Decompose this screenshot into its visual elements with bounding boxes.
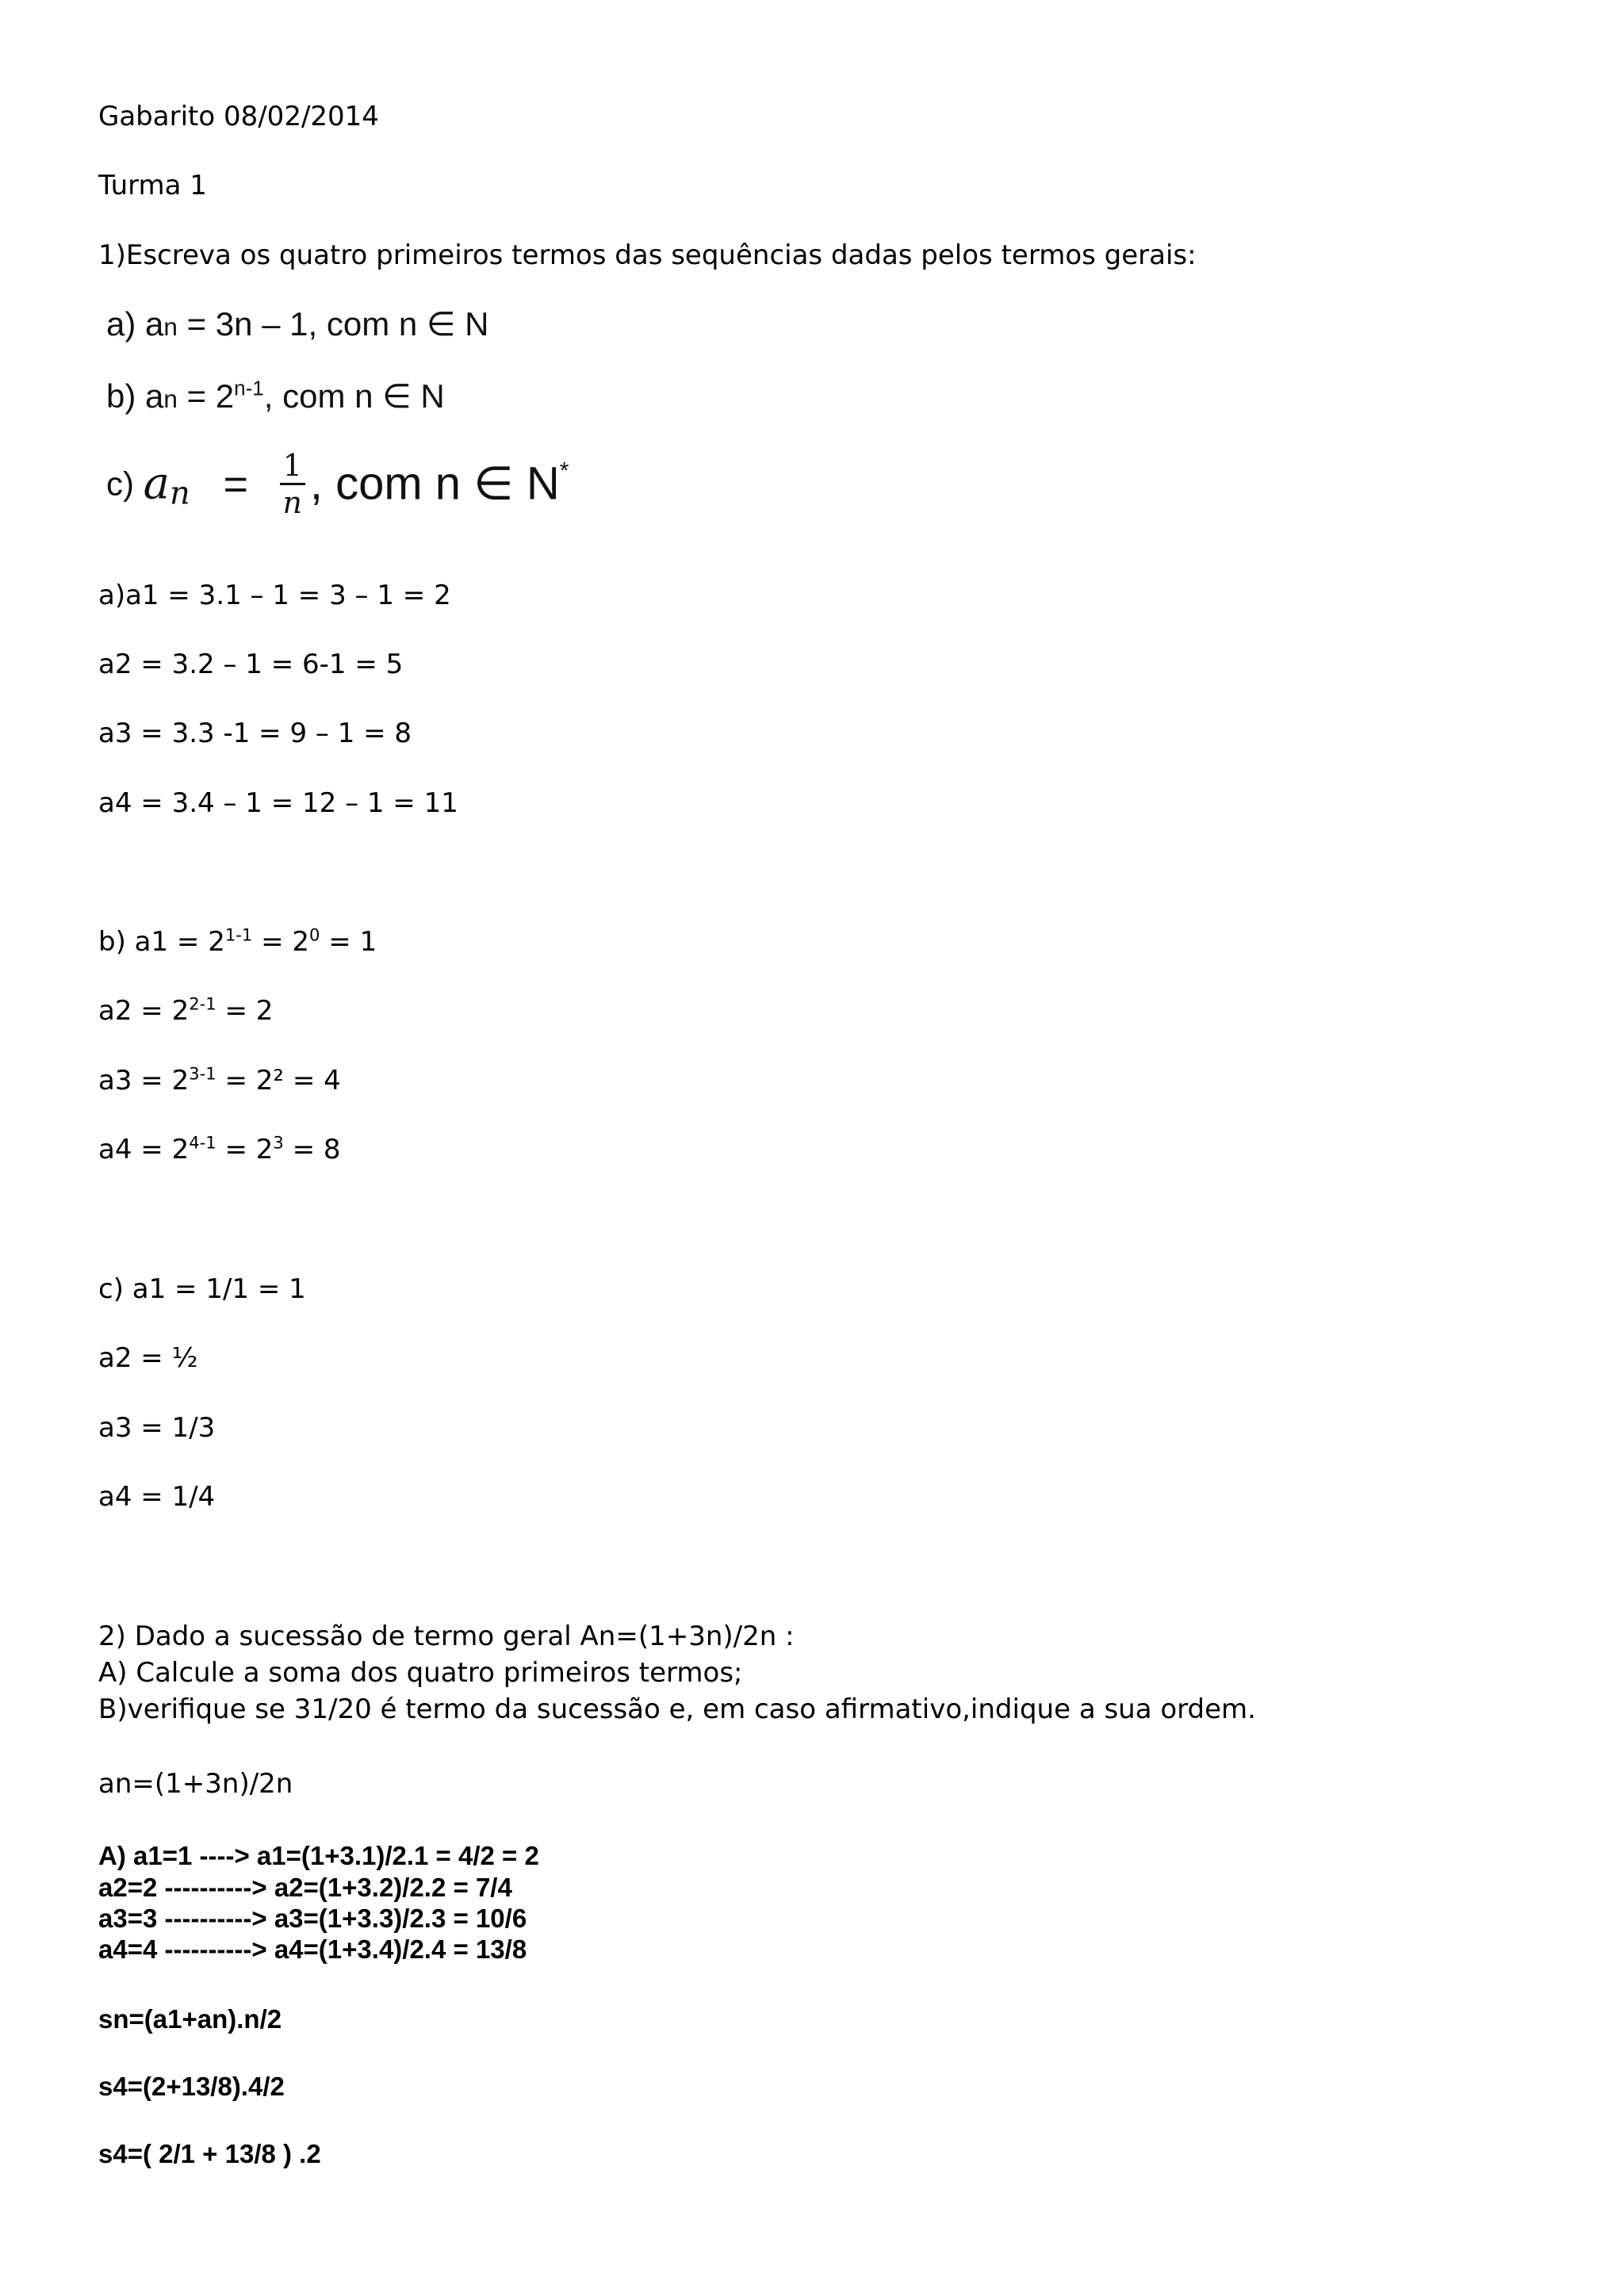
answer-b-text: = 2 <box>216 995 274 1027</box>
question-2-prompt-line: A) Calcule a soma dos quatro primeiros termos; <box>98 1657 743 1689</box>
answer-c-line: c) a1 = 1/1 = 1 <box>98 1273 306 1305</box>
answer-b-exponent: 3 <box>273 1132 284 1153</box>
formula-c-variable: a <box>143 457 170 510</box>
answer-b-text: = 2 <box>252 926 310 958</box>
question-2-prompt-line: 2) Dado a sucessão de termo geral An=(1+3n)/2n : <box>98 1621 795 1652</box>
formula-b-base: = 2 <box>177 377 235 415</box>
formula-c-numerator: 1 <box>280 448 305 485</box>
answer-b-line <box>98 926 377 958</box>
answer-b-line <box>98 1134 341 1165</box>
answer-b-exponent: 3-1 <box>189 1063 216 1084</box>
formula-c-prefix: c) <box>106 465 144 503</box>
answer-b-text: a2 = 2 <box>98 995 190 1027</box>
answer-a-line: a2 = 3.2 – 1 = 6-1 = 5 <box>98 649 404 680</box>
formula-c <box>106 448 569 520</box>
formula-c-star: * <box>559 457 569 484</box>
answer-c-line: a2 = ½ <box>98 1342 198 1374</box>
general-term: an=(1+3n)/2n <box>98 1768 293 1800</box>
formula-c-suffix: , com n ∈ N <box>309 457 560 510</box>
answer-2a-line: A) a1=1 ----> a1=(1+3.1)/2.1 = 4/2 = 2 <box>98 1841 539 1870</box>
answer-a-line: a3 = 3.3 -1 = 9 – 1 = 8 <box>98 718 412 749</box>
answer-b-exponent: 0 <box>309 924 320 945</box>
answer-b-text: a4 = 2 <box>98 1134 190 1165</box>
answer-c-line: a4 = 1/4 <box>98 1481 216 1513</box>
formula-b-suffix: , com n ∈ N <box>263 377 445 415</box>
formula-b-subscript: n <box>163 385 178 413</box>
document-title: Gabarito 08/02/2014 <box>98 101 379 132</box>
question-1-prompt: 1)Escreva os quatro primeiros termos das sequências dadas pelos termos gerais: <box>98 239 1197 271</box>
answer-b-line <box>98 995 273 1027</box>
answer-b-text: b) a1 = 2 <box>98 926 225 958</box>
answer-b-exponent: 1-1 <box>224 924 253 945</box>
formula-c-denominator: n <box>282 485 303 520</box>
answer-b-text: = 2 <box>216 1134 274 1165</box>
formula-b <box>106 377 445 419</box>
formula-a-suffix: = 3n – 1, com n ∈ N <box>177 305 489 342</box>
formula-a-subscript: n <box>163 312 178 341</box>
answer-2a-line: a4=4 ----------> a4=(1+3.4)/2.4 = 13/8 <box>98 1934 527 1964</box>
formula-b-exponent: n-1 <box>234 376 264 400</box>
answer-a-line: a)a1 = 3.1 – 1 = 3 – 1 = 2 <box>98 580 451 611</box>
class-label: Turma 1 <box>98 170 207 201</box>
sum-formula-line: s4=( 2/1 + 13/8 ) .2 <box>98 2139 321 2168</box>
answer-2a-line: a3=3 ----------> a3=(1+3.3)/2.3 = 10/6 <box>98 1904 527 1933</box>
answer-c-line: a3 = 1/3 <box>98 1412 216 1444</box>
answer-b-exponent: 2-1 <box>189 993 216 1014</box>
answer-b-exponent: 4-1 <box>189 1132 216 1153</box>
formula-c-subscript: n <box>170 475 190 512</box>
answer-b-text: = 1 <box>320 926 377 958</box>
question-2-prompt-line: B)verifique se 31/20 é termo da sucessão e, em caso afirmativo,indique a sua ordem. <box>98 1693 1256 1725</box>
answer-2a-line: a2=2 ----------> a2=(1+3.2)/2.2 = 7/4 <box>98 1873 512 1902</box>
sum-formula-line: sn=(a1+an).n/2 <box>98 2004 282 2034</box>
answer-b-text: = 8 <box>283 1134 341 1165</box>
formula-c-equals: = <box>223 460 249 508</box>
answer-b-text: a3 = 2 <box>98 1065 190 1096</box>
formula-c-fraction <box>280 448 305 520</box>
answer-b-line <box>98 1065 341 1096</box>
formula-b-prefix: b) a <box>106 377 164 415</box>
answer-a-line: a4 = 3.4 – 1 = 12 – 1 = 11 <box>98 787 458 819</box>
formula-a <box>106 304 489 346</box>
sum-formula-line: s4=(2+13/8).4/2 <box>98 2072 285 2101</box>
answer-b-text: = 2² = 4 <box>216 1065 341 1096</box>
formula-a-prefix: a) a <box>106 305 164 342</box>
